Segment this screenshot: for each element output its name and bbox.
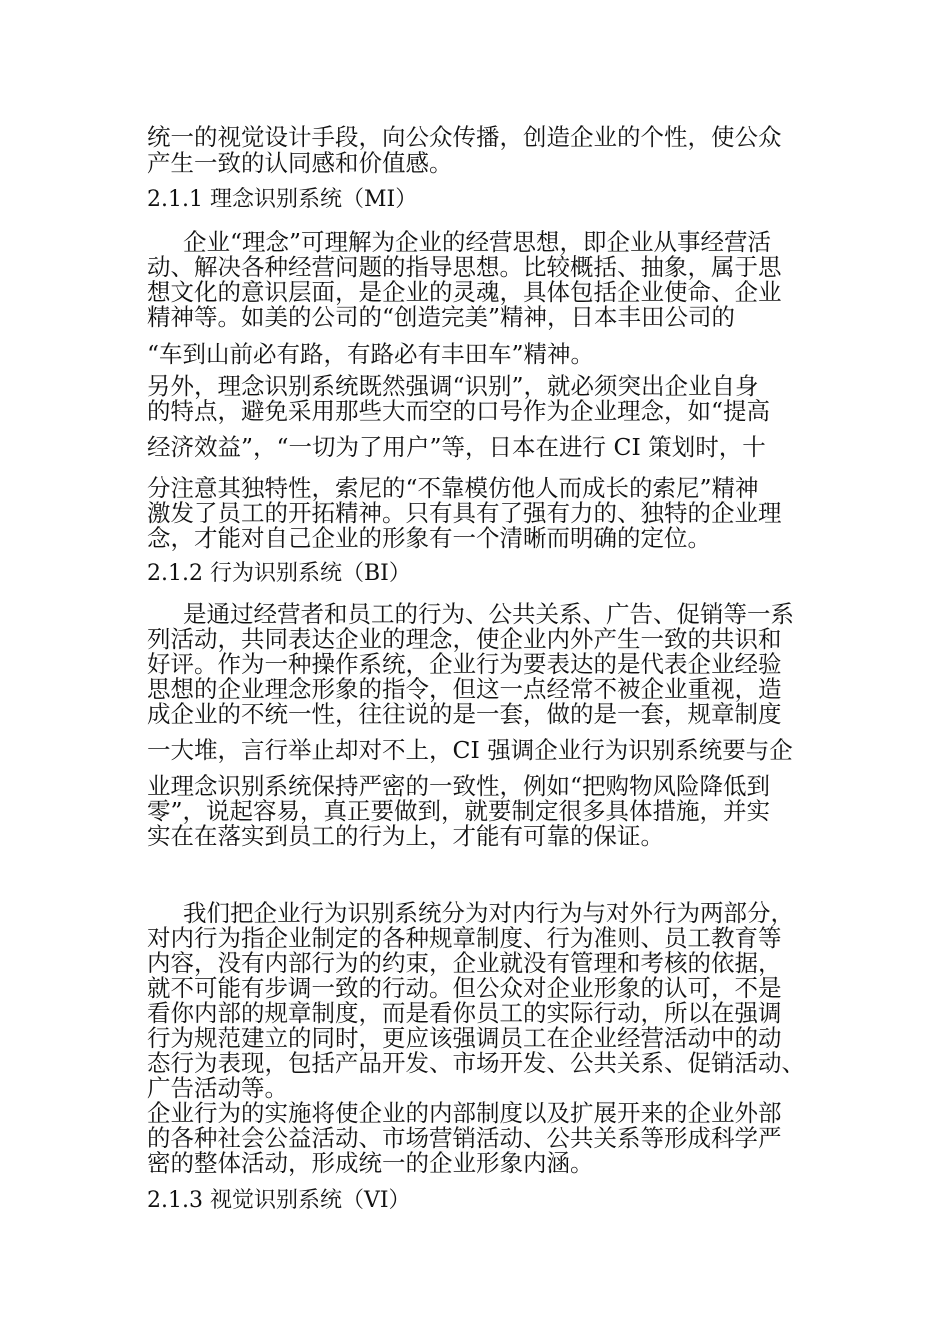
text-line: 行为规范建立的同时，更应该强调员工在企业经营活动中的动 bbox=[147, 1024, 782, 1052]
section-heading-bi: 2.1.2 行为识别系统（BI） bbox=[147, 561, 411, 586]
text-line: 看你内部的规章制度，而是看你员工的实际行动，所以在强调 bbox=[147, 999, 782, 1027]
text-line: 我们把企业行为识别系统分为对内行为与对外行为两部分， bbox=[183, 899, 794, 927]
text-line: 是通过经营者和员工的行为、公共关系、广告、促销等一系 bbox=[183, 600, 794, 628]
text-line: 精神等。如美的公司的“创造完美”精神，日本丰田公司的 bbox=[147, 303, 736, 331]
text-line: 想文化的意识层面，是企业的灵魂，具体包括企业使命、企业 bbox=[147, 278, 782, 306]
text-line: 成企业的不统一性，往往说的是一套，做的是一套，规章制度 bbox=[147, 700, 782, 728]
text-line: 好评。作为一种操作系统，企业行为要表达的是代表企业经验 bbox=[147, 650, 782, 678]
text-line: “车到山前必有路，有路必有丰田车”精神。 bbox=[147, 340, 595, 368]
text-line: 内容，没有内部行为的约束，企业就没有管理和考核的依据， bbox=[147, 949, 782, 977]
text-line: 企业“理念”可理解为企业的经营思想，即企业从事经营活 bbox=[183, 228, 772, 256]
section-heading-vi: 2.1.3 视觉识别系统（VI） bbox=[147, 1188, 411, 1213]
text-line: 业理念识别系统保持严密的一致性，例如“把购物风险降低到 bbox=[147, 772, 771, 800]
text-line: 一大堆，言行举止却对不上，CI 强调企业行为识别系统要与企 bbox=[147, 736, 793, 764]
text-line: 思想的企业理念形象的指令，但这一点经常不被企业重视，造 bbox=[147, 675, 782, 703]
section-heading-mi: 2.1.1 理念识别系统（MI） bbox=[147, 187, 418, 212]
text-line: 念，才能对自己企业的形象有一个清晰而明确的定位。 bbox=[147, 524, 711, 552]
text-line: 零”，说起容易，真正要做到，就要制定很多具体措施，并实 bbox=[147, 797, 771, 825]
text-line: 的特点，避免采用那些大而空的口号作为企业理念，如“提高 bbox=[147, 397, 771, 425]
text-line: 态行为表现，包括产品开发、市场开发、公共关系、促销活动、 bbox=[147, 1049, 805, 1077]
text-line: 分注意其独特性，索尼的“不靠模仿他人而成长的索尼”精神 bbox=[147, 474, 759, 502]
text-line: 企业行为的实施将使企业的内部制度以及扩展开来的企业外部 bbox=[147, 1099, 782, 1127]
text-line: 列活动，共同表达企业的理念，使企业内外产生一致的共识和 bbox=[147, 625, 782, 653]
text-line: 实在在落实到员工的行为上，才能有可靠的保证。 bbox=[147, 822, 664, 850]
text-line: 动、解决各种经营问题的指导思想。比较概括、抽象，属于思 bbox=[147, 253, 782, 281]
text-line: 的各种社会公益活动、市场营销活动、公共关系等形成科学严 bbox=[147, 1124, 782, 1152]
text-line: 另外，理念识别系统既然强调“识别”，就必须突出企业自身 bbox=[147, 372, 759, 400]
text-line: 广告活动等。 bbox=[147, 1074, 288, 1102]
text-line: 对内行为指企业制定的各种规章制度、行为准则、员工教育等 bbox=[147, 924, 782, 952]
text-line: 统一的视觉设计手段，向公众传播，创造企业的个性，使公众 bbox=[147, 123, 782, 151]
text-line: 密的整体活动，形成统一的企业形象内涵。 bbox=[147, 1149, 594, 1177]
text-line: 产生一致的认同感和价值感。 bbox=[147, 149, 453, 177]
text-line: 就不可能有步调一致的行动。但公众对企业形象的认可，不是 bbox=[147, 974, 782, 1002]
text-line: 经济效益”，“一切为了用户”等，日本在进行 CI 策划时，十 bbox=[147, 433, 766, 461]
text-line: 激发了员工的开拓精神。只有具有了强有力的、独特的企业理 bbox=[147, 499, 782, 527]
